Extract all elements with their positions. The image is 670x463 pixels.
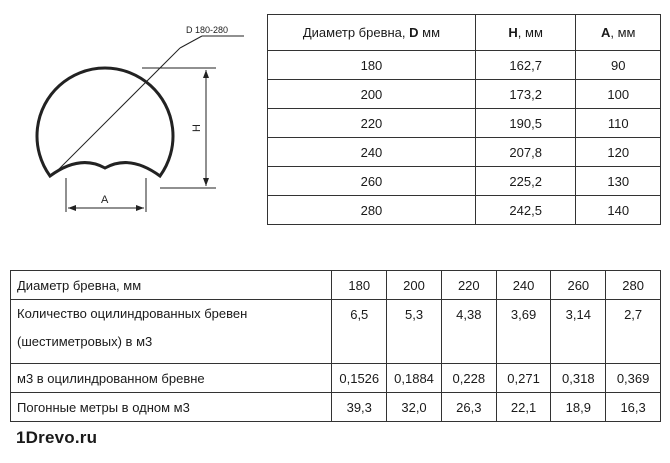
cell-value: 6,5 xyxy=(332,300,387,364)
cell-height: 242,5 xyxy=(475,196,576,225)
log-volume-table xyxy=(10,270,661,422)
cell-a: 120 xyxy=(576,138,661,167)
table-row xyxy=(11,364,661,393)
height-arrow-top xyxy=(203,70,209,78)
header-label: Диаметр бревна, мм xyxy=(11,271,332,300)
diameter-leader-line xyxy=(180,36,202,48)
cell-value: 0,1884 xyxy=(387,364,442,393)
cell-value: 0,318 xyxy=(551,364,606,393)
header-diameter: 280 xyxy=(606,271,661,300)
cell-value: 0,1526 xyxy=(332,364,387,393)
cell-value: 18,9 xyxy=(551,393,606,422)
cell-height: 190,5 xyxy=(475,109,576,138)
log-profile-shape xyxy=(37,68,173,176)
cell-height: 207,8 xyxy=(475,138,576,167)
log-cross-section-diagram xyxy=(30,20,270,230)
header-diameter: Диаметр бревна, D мм xyxy=(268,15,476,51)
cell-a: 110 xyxy=(576,109,661,138)
table-row xyxy=(268,109,661,138)
cell-a: 130 xyxy=(576,167,661,196)
cell-value: 32,0 xyxy=(387,393,442,422)
cell-value: 0,228 xyxy=(441,364,496,393)
cell-a: 90 xyxy=(576,51,661,80)
cell-height: 173,2 xyxy=(475,80,576,109)
cell-value: 0,369 xyxy=(606,364,661,393)
a-arrow-right xyxy=(136,205,144,211)
a-arrow-left xyxy=(68,205,76,211)
row-label: м3 в оцилиндрованном бревне xyxy=(11,364,332,393)
cell-diameter: 180 xyxy=(268,51,476,80)
header-diameter: 220 xyxy=(441,271,496,300)
header-height: H, мм xyxy=(475,15,576,51)
cell-height: 162,7 xyxy=(475,51,576,80)
table-row xyxy=(11,300,661,364)
header-diameter: 200 xyxy=(387,271,442,300)
cell-diameter: 280 xyxy=(268,196,476,225)
cell-a: 140 xyxy=(576,196,661,225)
table-row xyxy=(268,51,661,80)
height-arrow-bottom xyxy=(203,178,209,186)
log-dimensions-table xyxy=(267,14,661,225)
height-label: H xyxy=(191,124,203,132)
cell-value: 39,3 xyxy=(332,393,387,422)
row-label xyxy=(11,300,332,364)
row-label-line2: (шестиметровых) в м3 xyxy=(17,334,153,349)
cell-value: 3,14 xyxy=(551,300,606,364)
cell-value: 5,3 xyxy=(387,300,442,364)
cell-a: 100 xyxy=(576,80,661,109)
header-a: A, мм xyxy=(576,15,661,51)
header-diameter: 260 xyxy=(551,271,606,300)
table-row xyxy=(268,80,661,109)
cell-diameter: 240 xyxy=(268,138,476,167)
cell-value: 4,38 xyxy=(441,300,496,364)
table-row xyxy=(268,167,661,196)
cell-diameter: 260 xyxy=(268,167,476,196)
header-diameter: 240 xyxy=(496,271,551,300)
cell-height: 225,2 xyxy=(475,167,576,196)
table-row xyxy=(11,393,661,422)
table-row xyxy=(268,138,661,167)
table-row xyxy=(268,196,661,225)
cell-value: 22,1 xyxy=(496,393,551,422)
log-cross-section-svg xyxy=(30,20,270,230)
cell-diameter: 220 xyxy=(268,109,476,138)
cell-value: 2,7 xyxy=(606,300,661,364)
row-label: Погонные метры в одном м3 xyxy=(11,393,332,422)
a-label: A xyxy=(101,194,109,206)
table-header-row xyxy=(268,15,661,51)
cell-value: 3,69 xyxy=(496,300,551,364)
header-diameter: 180 xyxy=(332,271,387,300)
cell-value: 26,3 xyxy=(441,393,496,422)
row-label-line1: Количество оцилиндрованных бревен xyxy=(17,306,248,321)
cell-diameter: 200 xyxy=(268,80,476,109)
cell-value: 16,3 xyxy=(606,393,661,422)
table-header-row xyxy=(11,271,661,300)
site-brand: 1Drevo.ru xyxy=(16,428,98,447)
cell-value: 0,271 xyxy=(496,364,551,393)
diameter-label: D 180-280 xyxy=(186,25,229,35)
